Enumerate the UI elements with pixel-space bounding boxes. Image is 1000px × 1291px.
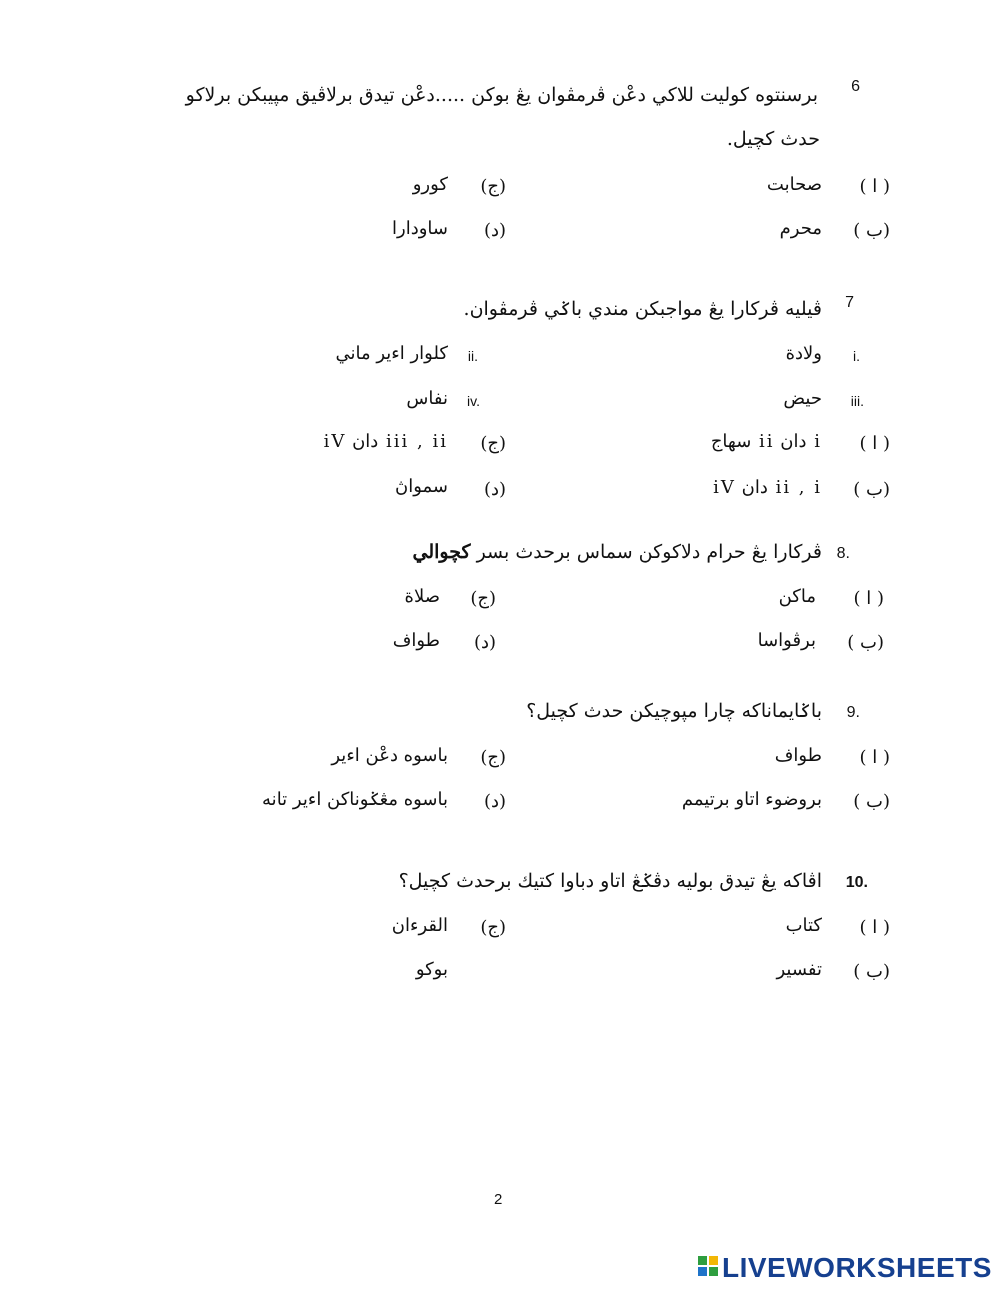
question-7-item-3-num: iii. xyxy=(850,393,864,409)
question-9-option-c-label: (ج) xyxy=(480,747,506,768)
question-8-option-b-label: (ب ) xyxy=(847,632,884,653)
question-6-option-d-text[interactable]: ساودارا xyxy=(392,218,448,239)
question-6-option-a-label: ( ا ) xyxy=(859,176,890,197)
logo-square-1 xyxy=(698,1256,707,1265)
question-9-option-d-label: (د) xyxy=(483,791,506,812)
question-10-option-c-text[interactable]: القرءان xyxy=(391,915,448,936)
question-6-option-a-text[interactable]: صحابت xyxy=(766,174,822,195)
liveworksheets-logo-icon xyxy=(698,1256,718,1276)
question-10-option-a-text[interactable]: كتاب xyxy=(785,915,822,936)
question-9-number: 9. xyxy=(846,704,860,721)
question-10-option-d-text[interactable]: بوكو xyxy=(415,959,448,980)
question-10-option-b-label: (ب ) xyxy=(853,961,890,982)
question-8-option-a-text[interactable]: ماكن xyxy=(778,586,816,607)
question-9-text: باݢايماناكه چارا مپوچيكن حدث كچيل؟ xyxy=(526,700,822,722)
question-10-option-b-text[interactable]: تفسير xyxy=(776,959,822,980)
question-7-text: ڤيليه ڤركارا يڠ مواجبكن مندي باݢي ڤرمڤوان. xyxy=(463,298,822,320)
question-8-option-c-label: (ج) xyxy=(470,588,496,609)
question-7-number: 7 xyxy=(845,294,854,311)
question-9-option-b-text[interactable]: بروضوء اتاو برتيمم xyxy=(681,789,822,810)
question-8-option-d-text[interactable]: طواف xyxy=(392,630,440,651)
question-6-option-d-label: (د) xyxy=(483,220,506,241)
question-9-option-d-text[interactable]: باسوه مڠݢوناكن اءير تانه xyxy=(262,789,448,810)
question-7-option-b-label: (ب ) xyxy=(853,479,890,500)
question-10-option-c-label: (ج) xyxy=(480,917,506,938)
question-8-number: 8. xyxy=(836,545,850,562)
question-7-option-d-label: (د) xyxy=(483,479,506,500)
question-6-text-line2: حدث كچيل. xyxy=(726,128,820,150)
question-6-option-b-label: (ب ) xyxy=(853,220,890,241)
question-10-number: 10. xyxy=(845,874,868,891)
question-8-emphasis: كچوالي xyxy=(412,541,471,563)
question-6-option-c-label: (ج) xyxy=(480,176,506,197)
logo-square-2 xyxy=(709,1256,718,1265)
question-6-number: 6 xyxy=(851,78,860,95)
question-7-option-a-label: ( ا ) xyxy=(859,433,890,454)
question-8-text xyxy=(413,541,823,563)
question-7-option-c-label: (ج) xyxy=(480,433,506,454)
logo-square-3 xyxy=(698,1267,707,1276)
question-8-text-main: ڤركارا يڠ حرام دلاكوكن سماس برحدث بسر xyxy=(476,541,822,563)
question-7-option-d-text[interactable]: سمواڽ xyxy=(394,476,448,497)
question-6-option-b-text[interactable]: محرم xyxy=(779,218,822,239)
question-9-option-c-text[interactable]: باسوه دعْن اءير xyxy=(331,745,448,766)
question-10-option-a-label: ( ا ) xyxy=(859,917,890,938)
question-7-item-4-text: نفاس xyxy=(406,388,448,409)
question-7-option-a-text[interactable]: i دان ii سهاج xyxy=(710,431,822,452)
question-10-text: اڤاكه يڠ تيدق بوليه دڤݢڠ اتاو دباوا كتيك برحدث كچيل؟ xyxy=(398,870,822,892)
question-7-item-1-num: i. xyxy=(853,348,860,364)
question-8-option-b-text[interactable]: برڤواسا xyxy=(757,630,816,651)
page-number: 2 xyxy=(494,1191,503,1208)
question-6-option-c-text[interactable]: كورو xyxy=(412,174,448,195)
question-8-option-a-label: ( ا ) xyxy=(853,588,884,609)
question-8-option-c-text[interactable]: صلاة xyxy=(404,586,440,607)
question-7-item-2-num: ii. xyxy=(467,348,478,364)
question-7-option-c-text[interactable]: iii , ii دان iV xyxy=(323,431,448,452)
question-7-item-2-text: كلوار اءير ماني xyxy=(335,343,448,364)
question-9-option-a-text[interactable]: طواف xyxy=(774,745,822,766)
question-9-option-b-label: (ب ) xyxy=(853,791,890,812)
question-6-text-line1: برسنتوه كوليت للاكي دعْن ڤرمڤوان يڠ بوكن .....دعْن تيدق برلاڤيق مپيبكن برلاكو xyxy=(185,84,818,106)
logo-square-4 xyxy=(709,1267,718,1276)
question-7-option-b-text[interactable]: ii , i دان iV xyxy=(713,477,822,498)
question-7-item-1-text: ولادة xyxy=(785,343,822,364)
question-7-item-4-num: iv. xyxy=(467,393,480,409)
question-7-item-3-text: حيض xyxy=(783,388,822,409)
liveworksheets-brand-text: LIVEWORKSHEETS xyxy=(722,1252,992,1283)
question-9-option-a-label: ( ا ) xyxy=(859,747,890,768)
question-8-option-d-label: (د) xyxy=(473,632,496,653)
